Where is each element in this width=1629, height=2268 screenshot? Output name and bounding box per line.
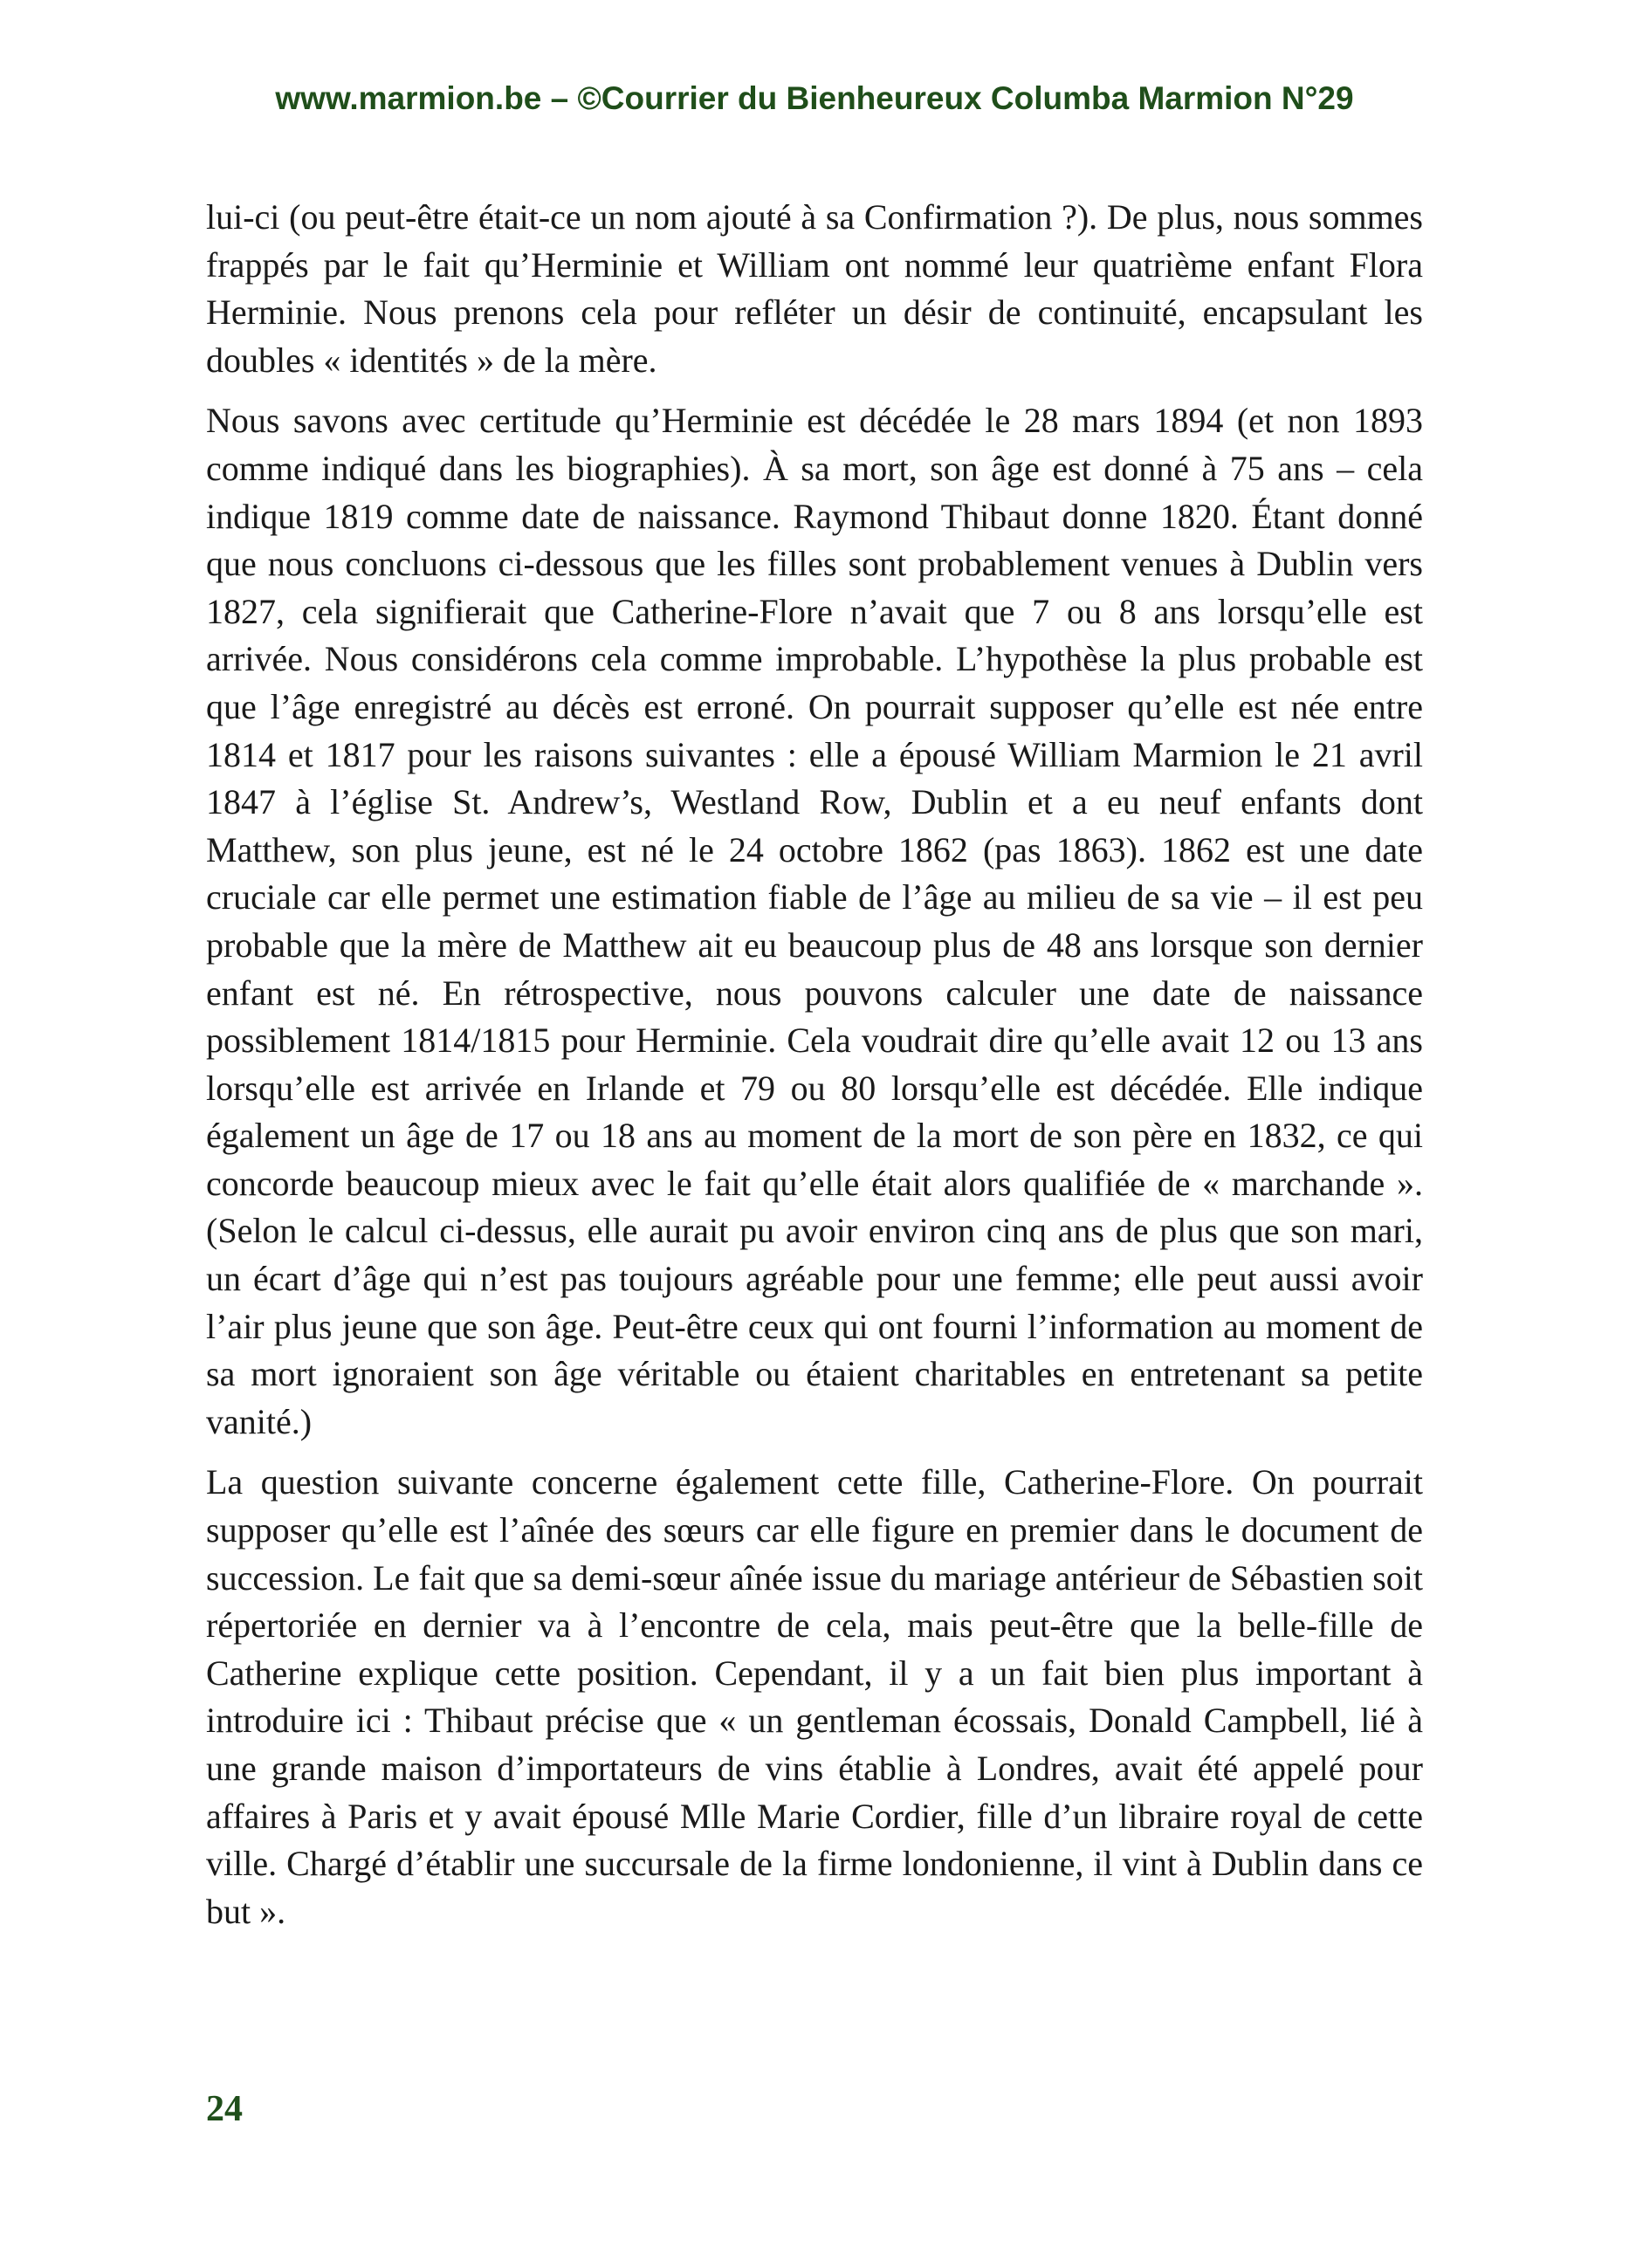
page-header: www.marmion.be – ©Courrier du Bienheureux Columba Marmion N°29: [275, 80, 1354, 116]
article-body: [206, 194, 1423, 1948]
paragraph-1: lui-ci (ou peut-être était-ce un nom ajouté à sa Confirmation ?). De plus, nous sommes frappés par le fait qu’Herminie et William ont nommé leur quatrième enfant Flora Herminie. Nous prenons cela pour refléter un désir de continuité, encapsulant les doubles « identités » de la mère.: [206, 197, 1423, 380]
paragraph-2: Nous savons avec certitude qu’Herminie est décédée le 28 mars 1894 (et non 1893 comme indiqué dans les biographies). À sa mort, son âge est donné à 75 ans – cela indique 1819 comme date de naissance. Raymond Thibaut donne 1820. Étant donné que nous concluons ci-dessous que les filles sont probablement venues à Dublin vers 1827, cela signifierait que Catherine-Flore n’avait que 7 ou 8 ans lorsqu’elle est arrivée. Nous considérons cela comme improbable. L’hypothèse la plus probable est que l’âge enregistré au décès est erroné. On pourrait supposer qu’elle est née entre 1814 et 1817 pour les raisons suivantes : elle a épousé William Marmion le 21 avril 1847 à l’église St. Andrew’s, Westland Row, Dublin et a eu neuf enfants dont Matthew, son plus jeune, est né le 24 octobre 1862 (pas 1863). 1862 est une date cruciale car elle permet une estimation fiable de l’âge au milieu de sa vie – il est peu probable que la mère de Matthew ait eu beaucoup plus de 48 ans lorsque son dernier enfant est né. En rétrospective, nous pouvons calculer une date de naissance possiblement 1814/1815 pour Herminie. Cela voudrait dire qu’elle avait 12 ou 13 ans lorsqu’elle est arrivée en Irlande et 79 ou 80 lorsqu’elle est décédée. Elle indique également un âge de 17 ou 18 ans au moment de la mort de son père en 1832, ce qui concorde beaucoup mieux avec le fait qu’elle était alors qualifiée de « marchande ». (Selon le calcul ci-dessus, elle aurait pu avoir environ cinq ans de plus que son mari, un écart d’âge qui n’est pas toujours agréable pour une femme; elle peut aussi avoir l’air plus jeune que son âge. Peut-être ceux qui ont fourni l’information au moment de sa mort ignoraient son âge véritable ou étaient charitables en entretenant sa petite vanité.): [206, 401, 1423, 1441]
paragraph-3: La question suivante concerne également cette fille, Catherine-Flore. On pourrait supposer qu’elle est l’aînée des sœurs car elle figure en premier dans le document de succession. Le fait que sa demi-sœur aînée issue du mariage antérieur de Sébastien soit répertoriée en dernier va à l’encontre de cela, mais peut-être que la belle-fille de Catherine explique cette position. Cependant, il y a un fait bien plus important à introduire ici : Thibaut précise que « un gentleman écossais, Donald Campbell, lié à une grande maison d’importateurs de vins établie à Londres, avait été appelé pour affaires à Paris et y avait épousé Mlle Marie Cordier, fille d’un libraire royal de cette ville. Chargé d’établir une succursale de la firme londonienne, il vint à Dublin dans ce but ».: [206, 1462, 1423, 1931]
page-number: 24: [206, 2089, 243, 2129]
